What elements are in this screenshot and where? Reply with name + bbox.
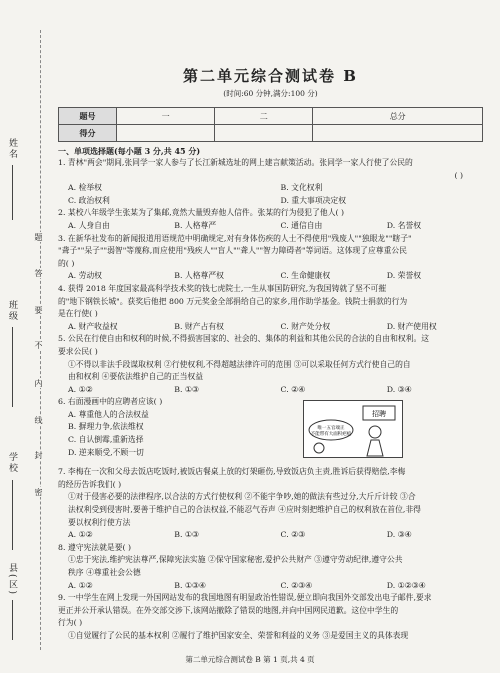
option[interactable]: C. 通信自由 [280,220,323,230]
question-8 [58,542,483,592]
question-line: 8. 遵守宪法就是要( ) [58,542,132,552]
class-line [12,327,13,407]
school-label: 学校 [7,452,17,474]
cartoon-sign: 招聘 [372,410,386,419]
score-header-cell: 总分 [313,108,483,125]
statement-line: ①对于侵害必要的法律程序,以合法的方式行使权利 ②不能宇争吵,她的做法有些过分,大斤斤计较 ③合 [68,492,416,502]
seal-char: 线 [34,416,43,424]
question-line: 9. 一中学生在网上发现一外国网站发布的我国地图有明显政治性错误,便立即向我国外交部发出电子邮件,要求 [58,593,432,603]
option[interactable]: B. ①③④ [174,580,206,590]
question-line: 行为( ) [58,618,83,628]
option[interactable]: D. 荣誉权 [386,271,422,281]
option[interactable]: D. 名誉权 [386,220,422,230]
option[interactable]: A. ①② [68,384,93,394]
option[interactable]: B. ①③ [174,530,199,540]
question-line: 的"地下钢铁长城"。获奖后他把 800 万元奖金全部捐给自己的家乡,用作助学基金。钱院士捐款的行为 [58,296,408,306]
question-9 [58,592,483,642]
question-line: "聋子""呆子""弱智"等蔑称,而应使用"残疾人""盲人""聋人""智力障碍者"等词语。这体现了应尊重公民 [58,246,407,256]
county-line [12,600,13,640]
seal-char: 不 [34,341,43,349]
option[interactable]: A. ①② [68,580,93,590]
option[interactable]: D. 财产使用权 [386,321,437,331]
cartoon-bubble-line2: 不能带有大面积疤痕 [310,432,352,438]
question-line: 5. 公民在行使自由和权利的时候,不得损害国家的、社会的、集体的利益和其他公民的合法的自由和权利。这 [58,334,430,344]
option[interactable]: A. 检举权 [68,183,102,193]
question-line: 3. 在新华社发布的新闻报道用语规范中明确规定,对有身体伤疾的人士不得使用"残废人""独眼龙""瞎子" [58,233,412,243]
question-7 [58,466,483,542]
option[interactable]: B. 财产占有权 [174,321,224,331]
statement-line: ①自觉履行了公民的基本权利 ②履行了维护国家安全、荣誉和利益的义务 ③是爱国主义的具体表现 [68,631,409,640]
county-label: 县(区) [7,563,17,597]
score-header-cell: 二 [215,108,313,125]
option[interactable]: C. 财产处分权 [280,321,331,331]
seal-char: 密 [34,488,43,496]
page-footer: 第二单元综合测试卷 B 第 1 页,共 4 页 [185,655,315,664]
question-2 [58,207,483,232]
question-line: 7. 李梅在一次和父母去饭店吃饭时,被饭店餐桌上放的灯架砸伤,导致饭店负主责,胜诉后获得赔偿,李梅 [58,467,406,477]
option[interactable]: A. 人身自由 [68,220,110,230]
question-6 [58,396,483,466]
score-table [58,107,483,142]
question-line: 6. 右面漫画中的应聘者应该( ) [58,397,163,407]
option[interactable]: C. 自认倒霉,重新选择 [68,435,144,445]
page-title: 第二单元综合测试卷 B [183,67,358,85]
seal-char: 内 [34,379,43,387]
question-line: 是在行使( ) [58,309,98,319]
question-line: 的经历告诉我们( ) [58,479,122,489]
option[interactable]: A. 劳动权 [68,271,102,281]
option[interactable]: C. ②④ [280,384,306,394]
question-line: 1. 青林"两会"期间,张同学一家人参与了长江新城选址的网上建言献策活动。张同学一家人行使了公民的 [58,158,413,167]
question-3 [58,233,483,283]
option[interactable]: B. 人格尊严 [174,220,217,230]
statement-line: 秩序 ④尊重社会公德 [68,568,141,578]
option[interactable]: C. ②③ [280,530,306,540]
answer-paren: ( ) [454,170,463,180]
cartoon-illustration [303,400,403,458]
question-line: 更正并公开承认错误。在外交部交涉下,该网站撤除了错误的地图,并向中国网民道歉。这位中学生的 [58,605,399,615]
statement-line: 由和权利 ④要依法维护自己的正当权益 [68,372,204,382]
seal-char: 答 [34,269,43,277]
option[interactable]: A. ①② [68,530,93,540]
option[interactable]: D. ③④ [386,530,412,540]
option[interactable]: C. ②③④ [280,580,313,590]
page-subtitle: (时间:60 分钟,满分:100 分) [223,89,318,98]
name-line [12,165,13,220]
question-1 [58,157,483,207]
option[interactable]: C. 政治权利 [68,195,110,205]
score-row-label: 得分 [59,125,117,142]
seal-char: 封 [34,451,43,459]
score-cell[interactable] [215,125,313,142]
statement-line: 法权利受到侵害时,要善于维护自己的合法权益,不能忍气吞声 ④应时刻把维护自己的权利放在首位,非得 [68,505,421,515]
option[interactable]: D. 逆来顺受,不顾一切 [68,447,144,457]
option[interactable]: B. 文化权利 [280,183,323,193]
score-cell[interactable] [313,125,483,142]
question-line: 的( ) [58,258,75,268]
question-line: 2. 某校八年级学生张某为了集邮,竟然大量毁弃他人信件。张某的行为侵犯了他人( ) [58,208,345,218]
class-label: 班级 [7,300,17,322]
exam-content [58,55,483,643]
option[interactable]: B. 人格尊严权 [174,271,224,281]
option[interactable]: D. ①②③④ [386,580,426,590]
binding-margin [0,0,48,673]
score-header-cell: 题号 [59,108,117,125]
question-line: 要求公民( ) [58,346,98,356]
score-cell[interactable] [117,125,215,142]
school-line [12,480,13,550]
statement-line: 要以权利行使方法 [68,517,131,527]
statement-line: ①忠于宪法,维护宪法尊严,保障宪法实施 ②保守国家秘密,爱护公共财产 ③遵守劳动纪律,遵守公共 [68,555,403,565]
seal-char: 题 [34,233,43,241]
option[interactable]: A. 尊重他人的合法权益 [68,409,149,419]
option[interactable]: D. 重大事项决定权 [280,195,347,205]
question-5 [58,333,483,396]
question-4 [58,283,483,333]
option[interactable]: B. 摒理力争,依法维权 [68,422,144,432]
option[interactable]: D. ③④ [386,384,412,394]
cartoon-bubble-line1: 唯一五官端正 [317,426,345,432]
seal-char: 要 [34,306,43,314]
section-heading: 一、单项选择题(每小题 3 分,共 45 分) [58,146,201,156]
name-label: 姓名 [7,138,17,160]
option[interactable]: C. 生命健康权 [280,271,331,281]
option[interactable]: A. 财产收益权 [68,321,118,331]
option[interactable]: B. ①③ [174,384,199,394]
statement-line: ①不得以非法手段谋取权利 ②行使权利,不得超越法律许可的范围 ③可以采取任何方式行使自己的自 [68,359,411,369]
question-line: 4. 获得 2018 年度国家最高科学技术奖的钱七虎院士,一生从事国防研究,为我国铸就了坚不可摧 [58,283,387,293]
score-header-cell: 一 [117,108,215,125]
